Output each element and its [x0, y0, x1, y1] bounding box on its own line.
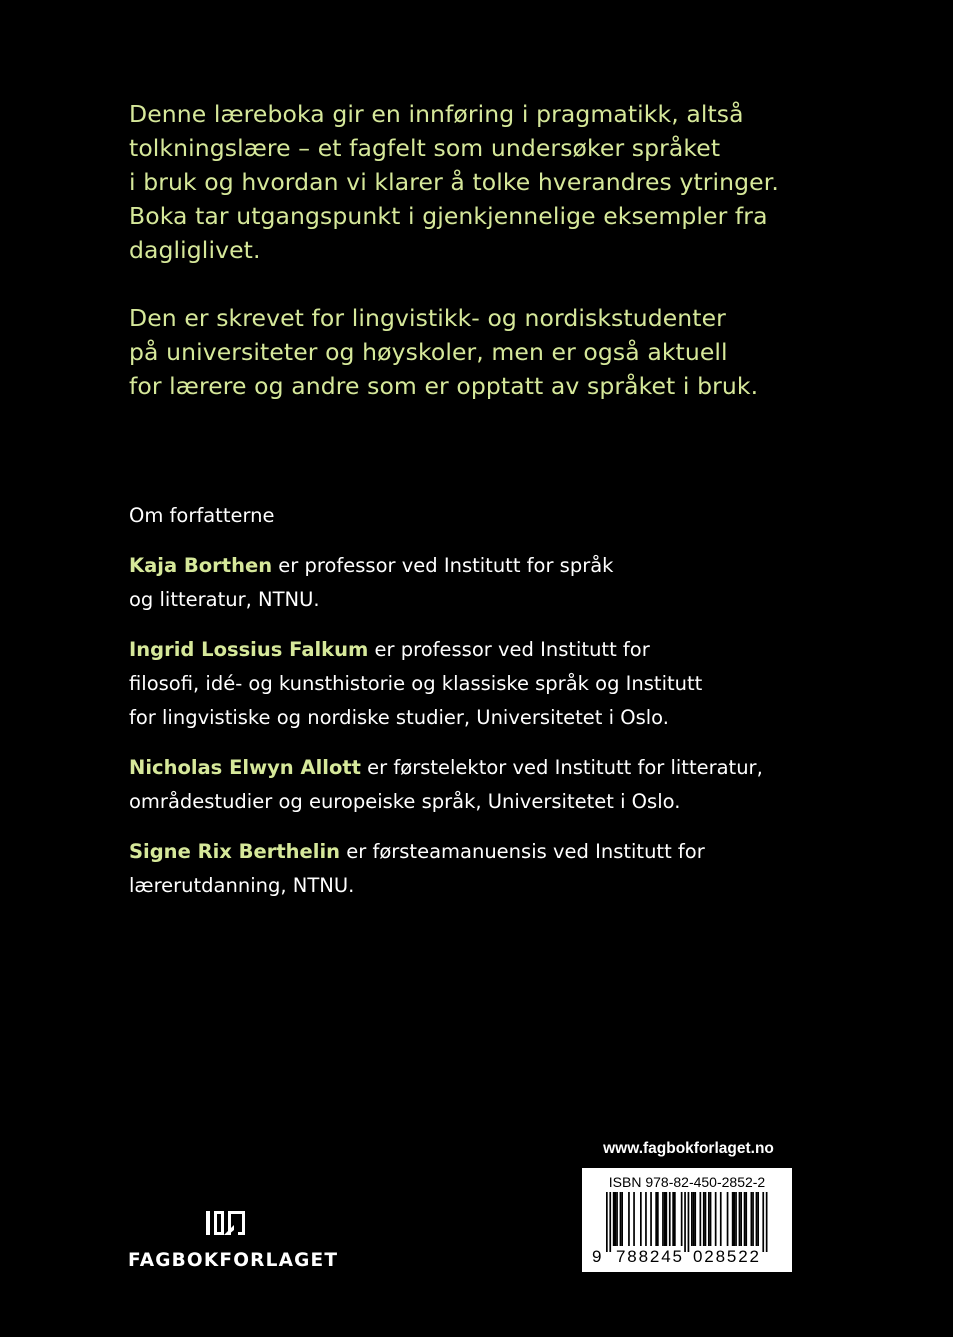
barcode-bar [694, 1192, 696, 1246]
barcode-bar [766, 1192, 768, 1252]
author-bio [129, 835, 849, 903]
barcode-bar [620, 1192, 622, 1246]
barcode-bar [700, 1192, 702, 1246]
barcode-bar [715, 1192, 717, 1246]
author-description: er førstelektor ved Institutt for litteratur, områdestudier og europeiske språk, Universitetet i Oslo. [129, 756, 763, 813]
author-name: Kaja Borthen [129, 554, 273, 577]
barcode-bar [740, 1192, 742, 1246]
publisher-name: FAGBOKFORLAGET [128, 1250, 339, 1271]
blurb-paragraph-2: Den er skrevet for lingvistikk- og nordiskstudenter på universiteter og høyskoler, men er også aktuell for lærere og andre som er opptatt av språket i bruk. [129, 304, 759, 400]
barcode-bar [751, 1192, 753, 1246]
barcode-digit-first: 9 [592, 1247, 602, 1266]
barcode-bar [720, 1192, 722, 1246]
barcode-bar [613, 1192, 615, 1246]
barcode-bar [762, 1192, 764, 1252]
blurb-paragraph-1: Denne læreboka gir en innføring i pragmatikk, altså tolkningslære – et fagfelt som undersøker språket i bruk og hvordan vi klarer å tolke hverandres ytringer. Boka tar utgangspunkt i gjenkjennelige eksempler fra dagliglivet. [129, 100, 779, 264]
author-description: er professor ved Institutt for filosofi, idé- og kunsthistorie og klassiske språk og Institutt for lingvistiske og nordiske studier, Universitetet i Oslo. [129, 638, 703, 729]
author-description: er førsteamanuensis ved Institutt for lærerutdanning, NTNU. [129, 840, 705, 897]
barcode-bar [672, 1192, 674, 1246]
publisher-website: www.fagbokforlaget.no [603, 1140, 774, 1157]
barcode-bar [688, 1192, 690, 1252]
barcode-bar [640, 1192, 642, 1246]
isbn-label: ISBN 978-82-450-2852-2 [608, 1174, 766, 1190]
author-bio [129, 633, 849, 735]
barcode-bar [708, 1192, 710, 1246]
barcode-bar [739, 1192, 741, 1246]
barcode-bar [710, 1192, 712, 1246]
barcode-bar [633, 1192, 635, 1246]
barcode-bar [757, 1192, 759, 1246]
barcode-bar [657, 1192, 659, 1246]
barcode-bar [693, 1192, 695, 1246]
barcode-bar [681, 1192, 683, 1246]
barcode-bar [744, 1192, 746, 1246]
barcode-bar [669, 1192, 671, 1246]
barcode-bar [606, 1192, 608, 1252]
back-cover-blurb [129, 97, 849, 403]
barcode-bar [705, 1192, 707, 1246]
barcode-bar [645, 1192, 647, 1246]
barcode-bar [615, 1192, 617, 1246]
publisher-logo [128, 1208, 339, 1271]
barcode-bar [691, 1192, 693, 1246]
barcode-bar [752, 1192, 754, 1246]
about-authors [129, 499, 849, 919]
barcode-bar [727, 1192, 729, 1246]
author-name: Nicholas Elwyn Allott [129, 756, 361, 779]
barcode-digits-left: 788245 [616, 1247, 682, 1266]
isbn-barcode [582, 1168, 792, 1272]
barcode-bar [745, 1192, 747, 1246]
barcode-graphic [590, 1190, 784, 1266]
barcode-bar [734, 1192, 736, 1246]
barcode-bar [674, 1192, 676, 1246]
barcode-bar [655, 1192, 657, 1246]
barcode-bar [732, 1192, 734, 1246]
author-name: Ingrid Lossius Falkum [129, 638, 369, 661]
barcode-bar [628, 1192, 630, 1246]
author-name: Signe Rix Berthelin [129, 840, 341, 863]
authors-heading: Om forfatterne [129, 504, 275, 527]
barcode-bar [756, 1192, 758, 1246]
author-description: er professor ved Institutt for språk og litteratur, NTNU. [129, 554, 614, 611]
barcode-digits-right: 028522 [693, 1247, 759, 1266]
barcode-bar [609, 1192, 611, 1252]
barcode-bar [666, 1192, 668, 1246]
barcode-bar [664, 1192, 666, 1246]
barcode-bar [735, 1192, 737, 1246]
barcode-bar [616, 1192, 618, 1246]
open-book-icon [128, 1208, 323, 1238]
barcode-bar [650, 1192, 652, 1246]
barcode-bar [703, 1192, 705, 1246]
author-bio [129, 549, 849, 617]
barcode-bar [621, 1192, 623, 1246]
barcode-bar [662, 1192, 664, 1246]
barcode-bar [684, 1192, 686, 1252]
author-bio [129, 751, 849, 819]
